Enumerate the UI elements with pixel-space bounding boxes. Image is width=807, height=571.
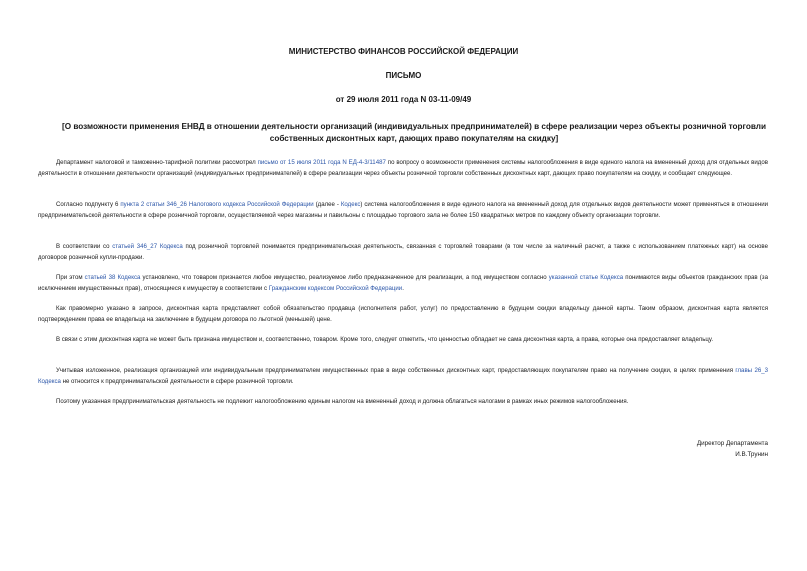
document-subject: [О возможности применения ЕНВД в отношении деятельности организаций (индивидуальных предпринимателей) в сфере реализации через объекты розничной торговли собственных дисконтных карт, дающих право покупателям на скидку] bbox=[61, 122, 766, 143]
specified-article-link[interactable]: указанной статье Кодекса bbox=[548, 274, 624, 281]
paragraph-3 bbox=[38, 242, 768, 263]
text: Департамент налоговой и таможенно-тарифной политики рассмотрел bbox=[56, 159, 258, 166]
text: При этом bbox=[56, 274, 85, 281]
article-346-27-link[interactable]: статьей 346_27 Кодекса bbox=[112, 243, 183, 250]
chapter-26-3-link[interactable]: главы 26_3 Кодекса bbox=[38, 367, 769, 385]
text: В соответствии со bbox=[56, 243, 113, 250]
text: не относится к предпринимательской деятельности в сфере розничной торговли. bbox=[60, 377, 294, 385]
letter-link[interactable]: письмо от 15 июля 2011 года N ЕД-4-3/11487 bbox=[257, 159, 386, 166]
ministry-title: МИНИСТЕРСТВО ФИНАНСОВ РОССИЙСКОЙ ФЕДЕРАЦИИ bbox=[288, 47, 519, 56]
signature-position: Директор Департамента bbox=[696, 440, 768, 447]
code-link[interactable]: Кодекс bbox=[340, 201, 361, 208]
document-type: ПИСЬМО bbox=[385, 71, 422, 80]
paragraph-7 bbox=[38, 366, 768, 387]
text: Учитывая изложенное, реализация организацией или индивидуальным предпринимателем имущественных прав в виде собственных дисконтных карт, предоставляющих покупателям право на получение скидки, в целях применения bbox=[56, 367, 736, 374]
article-38-link[interactable]: статьей 38 Кодекса bbox=[84, 274, 141, 281]
tax-code-article-link[interactable]: пункта 2 статьи 346_26 Налогового кодекса Российской Федерации bbox=[120, 201, 314, 208]
document-date-number: от 29 июля 2011 года N 03-11-09/49 bbox=[335, 95, 472, 104]
text: . bbox=[402, 284, 404, 292]
text: Согласно подпункту 6 bbox=[56, 201, 121, 208]
paragraph-1 bbox=[38, 158, 768, 179]
paragraph-6: В связи с этим дисконтная карта не может быть признана имуществом и, соответственно, товаром. Кроме того, следует отметить, что ценностью обладает не сама дисконтная карта, а права, которые она предоставляет владельцу. bbox=[56, 336, 714, 343]
text: понимаются виды объектов гражданских прав (за исключением имущественных прав), относящиеся к имуществу в соответствии с bbox=[38, 274, 768, 292]
paragraph-4 bbox=[38, 273, 768, 294]
paragraph-5: Как правомерно указано в запросе, дисконтная карта представляет собой обязательство продавца (исполнителя работ, услуг) по предоставлению в будущем скидки владельцу данной карты. Таким образом, дисконтная карта является подтверждением права ее владельца на заключение в будущем договора по льготной (меньшей) цене. bbox=[38, 305, 768, 323]
signature-name: И.В.Трунин bbox=[735, 451, 768, 458]
text: по вопросу о возможности применения системы налогообложения в виде единого налога на вмененный доход для отдельных видов деятельности в отношении деятельности организаций (индивидуальных предпринимателей) в сфере реализации через объекты розничной торговли собственных дисконтных карт, дающих право покупателям на скидку, и сообщает следующее. bbox=[38, 159, 768, 177]
text: (далее - bbox=[313, 201, 341, 208]
text: ) система налогообложения в виде единого налога на вмененный доход для отдельных видов деятельности может применяться в отношении предпринимательской деятельности в сфере розничной торговли, осуществляемой через магазины и павильоны с площадью торгового зала не более 150 квадратных метров по каждому объекту организации торговли. bbox=[38, 201, 769, 219]
paragraph-2 bbox=[38, 200, 768, 221]
paragraph-8: Поэтому указанная предпринимательская деятельность не подлежит налогообложению единым налогом на вмененный доход и должна облагаться налогами в рамках иных режимов налогообложения. bbox=[56, 398, 629, 405]
text: установлено, что товаром признается любое имущество, реализуемое либо предназначенное для реализации, а под имуществом согласно bbox=[140, 274, 549, 281]
text: под розничной торговлей понимается предпринимательская деятельность, связанная с торговлей товарами (в том числе за наличный расчет, а также с использованием платежных карт) на основе договоров розничной купли-продажи. bbox=[38, 243, 768, 261]
civil-code-link[interactable]: Гражданским кодексом Российской Федерации bbox=[268, 284, 403, 292]
